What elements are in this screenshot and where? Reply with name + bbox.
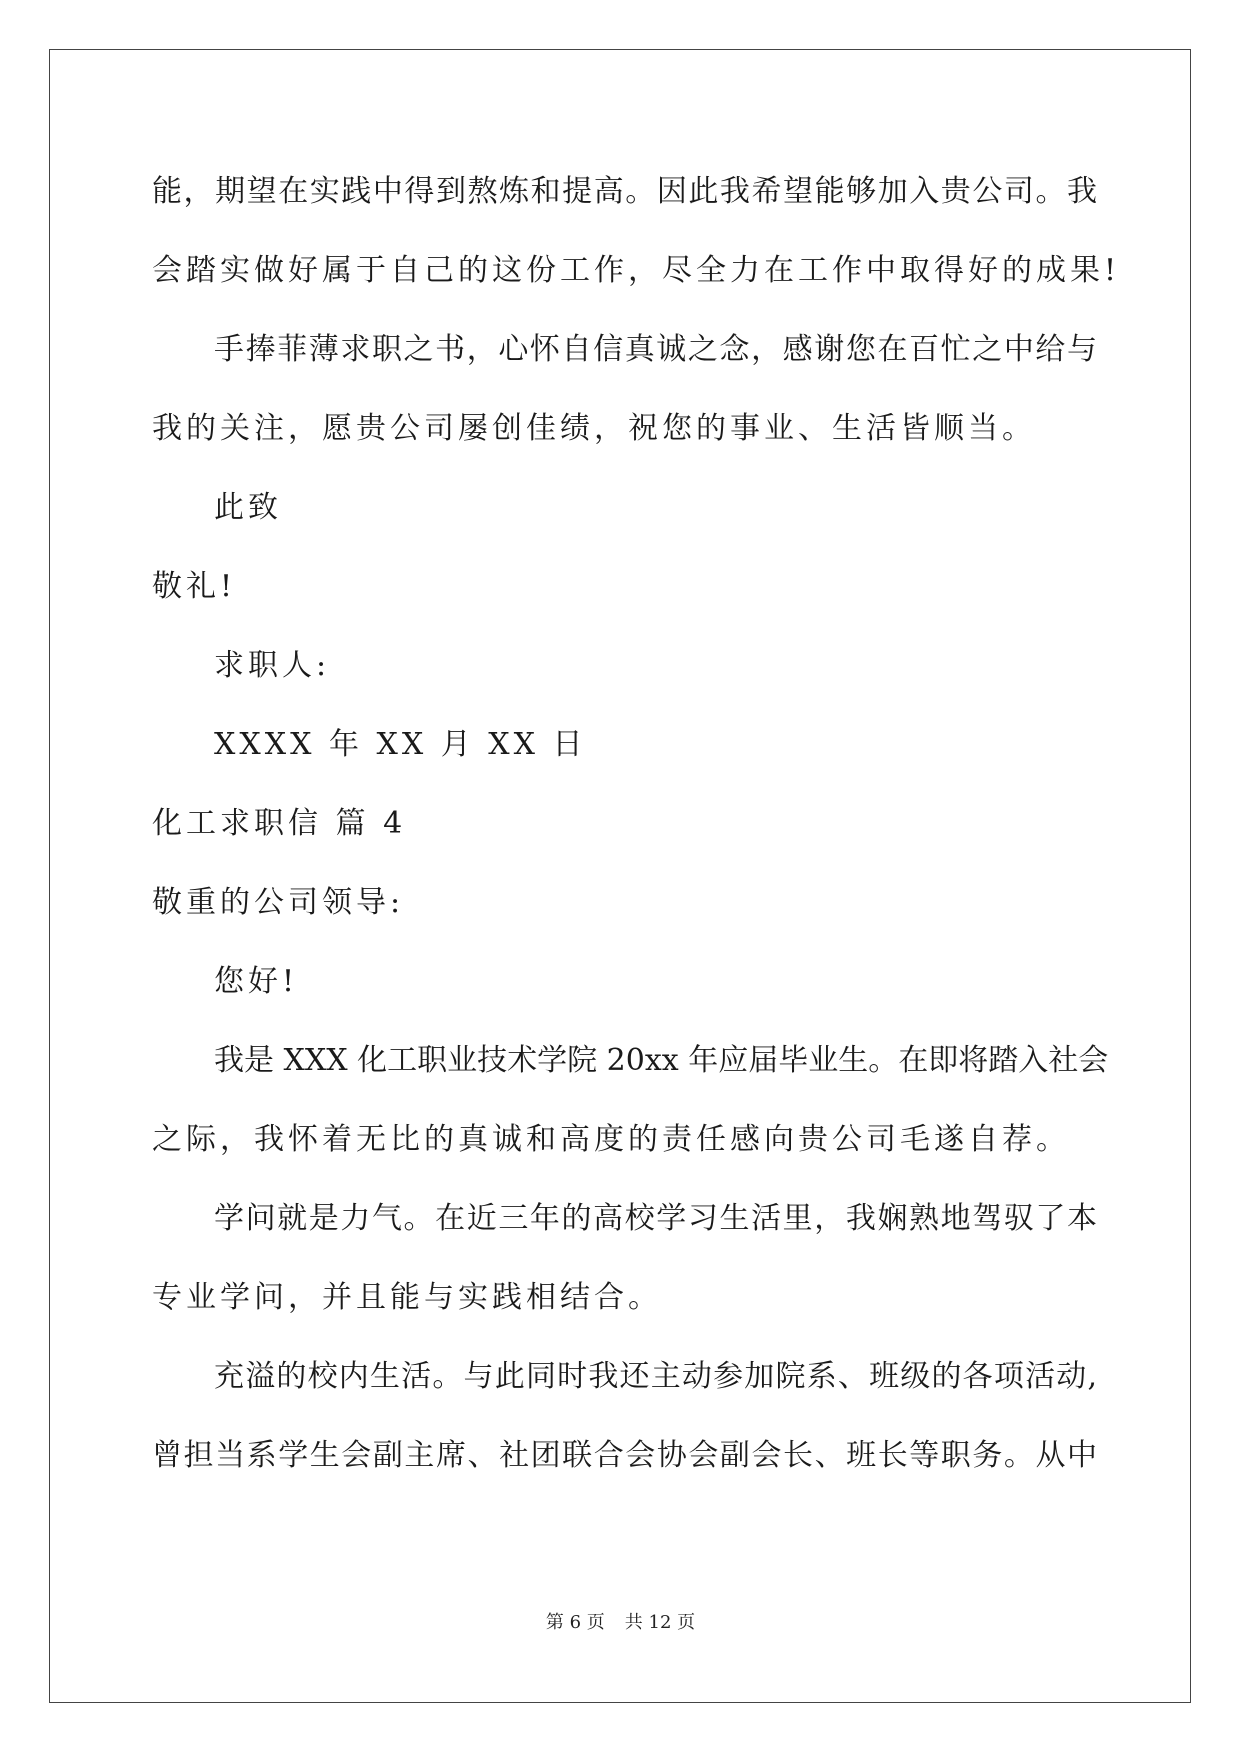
body-line: 之际，我怀着无比的真诚和高度的责任感向贵公司毛遂自荐。 xyxy=(152,1122,1070,1157)
closing-line: 此致 xyxy=(214,490,282,525)
body-line: 手捧菲薄求职之书，心怀自信真诚之念，感谢您在百忙之中给与 xyxy=(214,332,1097,367)
date-line: XXXX 年 XX 月 XX 日 xyxy=(214,727,587,762)
body-line: 会踏实做好属于自己的这份工作，尽全力在工作中取得好的成果! xyxy=(152,253,1121,288)
body-line: 曾担当系学生会副主席、社团联合会协会副会长、班长等职务。从中 xyxy=(152,1438,1097,1473)
section-heading: 化工求职信 篇 4 xyxy=(152,806,407,841)
addressee-line: 敬重的公司领导: xyxy=(152,885,405,920)
page-number: 第 6 页 xyxy=(545,1612,605,1633)
page-count: 共 12 页 xyxy=(624,1612,696,1633)
body-line: 专业学问，并且能与实践相结合。 xyxy=(152,1280,662,1315)
body-line: 能，期望在实践中得到熬炼和提高。因此我希望能够加入贵公司。我 xyxy=(152,174,1097,209)
body-line: 充溢的校内生活。与此同时我还主动参加院系、班级的各项活动, xyxy=(214,1359,1097,1394)
body-line: 我是 XXX 化工职业技术学院 20xx 年应届毕业生。在即将踏入社会 xyxy=(214,1043,1109,1078)
greeting-line: 您好! xyxy=(214,964,299,999)
page-footer xyxy=(0,1611,1241,1635)
body-line: 我的关注，愿贵公司屡创佳绩，祝您的事业、生活皆顺当。 xyxy=(152,411,1036,446)
body-line: 学问就是力气。在近三年的高校学习生活里，我娴熟地驾驭了本 xyxy=(214,1201,1097,1236)
signature-label: 求职人: xyxy=(214,648,331,683)
salutation-line: 敬礼! xyxy=(152,569,237,604)
